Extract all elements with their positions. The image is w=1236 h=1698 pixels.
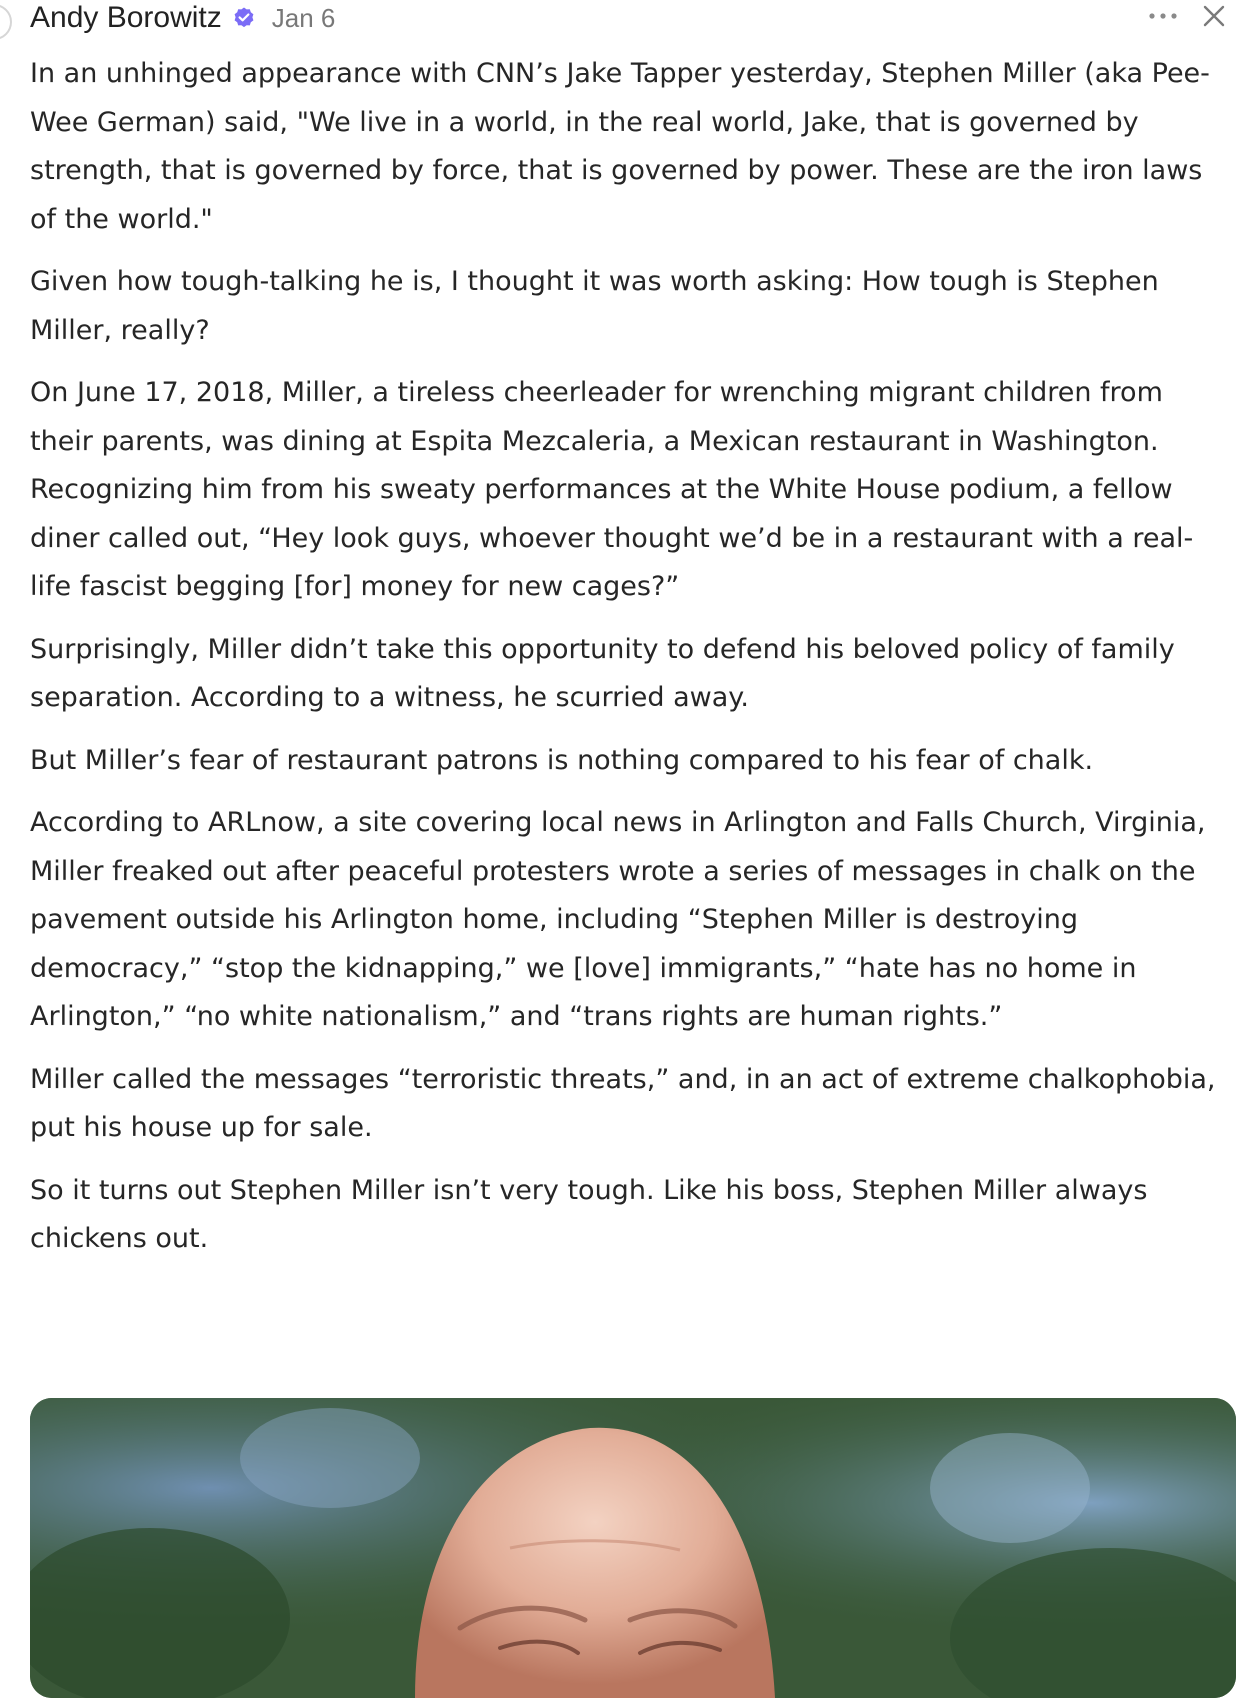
post-body <box>30 50 1230 1278</box>
post-header <box>30 0 335 36</box>
post-image[interactable] <box>30 1398 1236 1698</box>
photo-illustration <box>30 1398 1236 1698</box>
paragraph: So it turns out Stephen Miller isn’t very tough. Like his boss, Stephen Miller always chickens out. <box>30 1174 1148 1254</box>
paragraph: Miller called the messages “terroristic threats,” and, in an act of extreme chalkophobia, put his house up for sale. <box>30 1063 1216 1143</box>
paragraph: But Miller’s fear of restaurant patrons is nothing compared to his fear of chalk. <box>30 744 1094 776</box>
paragraph: Surprisingly, Miller didn’t take this opportunity to defend his beloved policy of family separation. According to a witness, he scurried away. <box>30 633 1175 713</box>
paragraph: In an unhinged appearance with CNN’s Jake Tapper yesterday, Stephen Miller (aka Pee-Wee German) said, "We live in a world, in the real world, Jake, that is governed by strength, that is governed by force, that is governed by power. These are the iron laws of the world." <box>30 58 1210 235</box>
author-name[interactable]: Andy Borowitz <box>30 1 222 34</box>
paragraph: According to ARLnow, a site covering local news in Arlington and Falls Church, Virginia, Miller freaked out after peaceful protesters wrote a series of messages in chalk on the pavement outside his Arlington home, including “Stephen Miller is destroying democracy,” “stop the kidnapping,” we [love] immigrants,” “hate has no home in Arlington,” “no white nationalism,” and “trans rights are human rights.” <box>30 807 1206 1032</box>
post-date[interactable]: Jan 6 <box>271 2 336 33</box>
paragraph: On June 17, 2018, Miller, a tireless cheerleader for wrenching migrant children from their parents, was dining at Espita Mezcaleria, a Mexican restaurant in Washington. Recognizing him from his sweaty performances at the White House podium, a fellow diner called out, “Hey look guys, whoever thought we’d be in a restaurant with a real-life fascist begging [for] money for new cages?” <box>30 377 1194 602</box>
avatar[interactable] <box>0 4 12 40</box>
close-icon[interactable] <box>1200 2 1228 30</box>
verified-badge-icon <box>232 6 256 30</box>
more-horizontal-icon[interactable] <box>1146 4 1180 28</box>
paragraph: Given how tough-talking he is, I thought it was worth asking: How tough is Stephen Miller, really? <box>30 266 1159 346</box>
